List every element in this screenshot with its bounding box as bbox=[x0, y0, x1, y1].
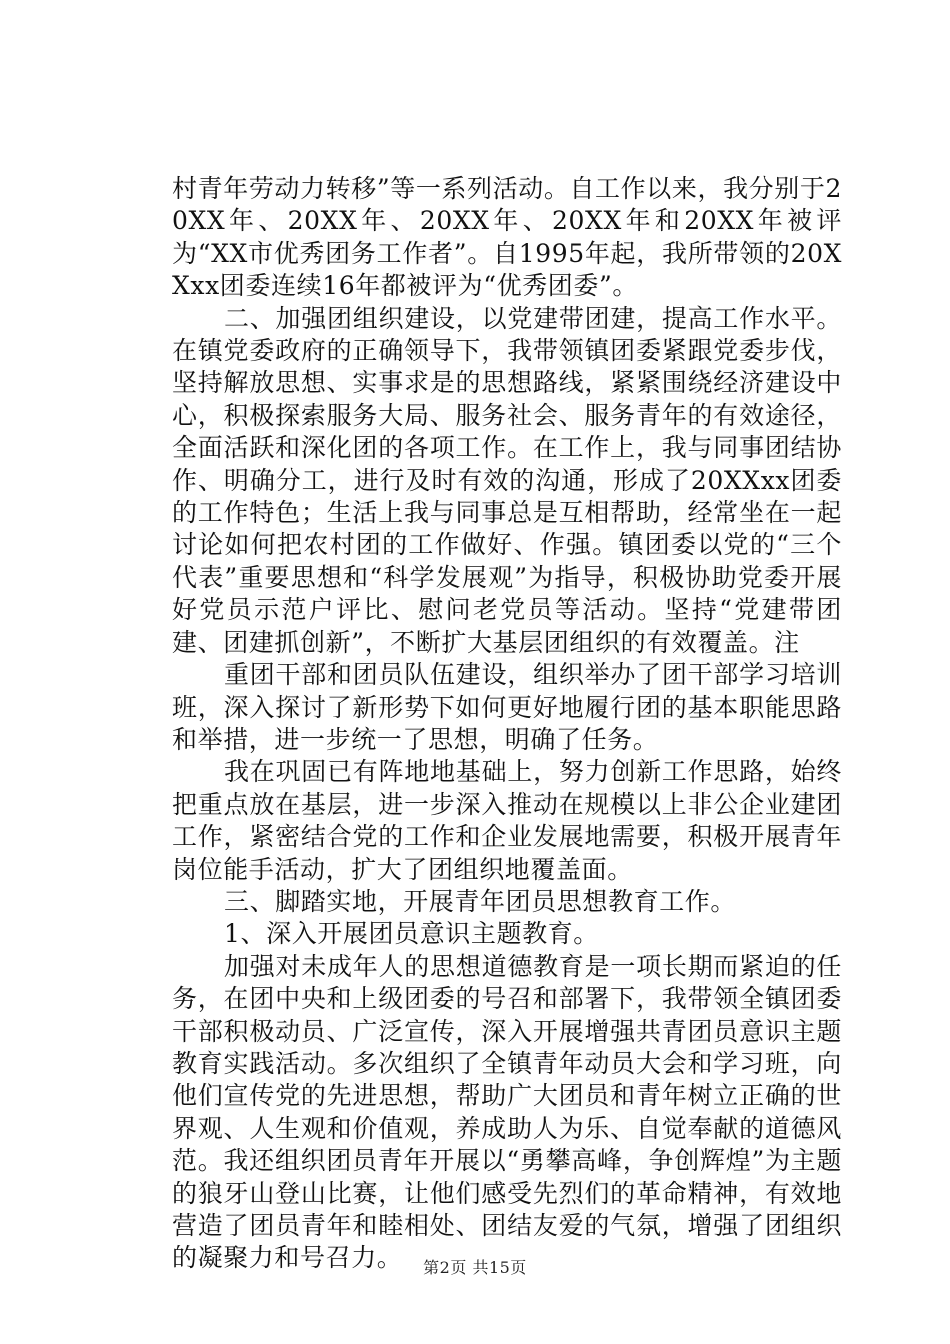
document-body bbox=[172, 173, 842, 1275]
paragraph-team-building: 重团干部和团员队伍建设，组织举办了团干部学习培训班，深入探讨了新形势下如何更好地履行团的基本职能思路和举措，进一步统一了思想，明确了任务。 bbox=[172, 660, 842, 754]
heading-section-three: 三、脚踏实地，开展青年团员思想教育工作。 bbox=[224, 886, 737, 916]
paragraph-grassroots: 我在巩固已有阵地地基础上，努力创新工作思路，始终把重点放在基层，进一步深入推动在规模以上非公企业建团工作，紧密结合党的工作和企业发展地需要，积极开展青年岗位能手活动，扩大了团组织地覆盖面。 bbox=[172, 757, 842, 884]
paragraph-continuation: 村青年劳动力转移”等一系列活动。自工作以来，我分别于20XX年、20XX年、20XX年、20XX年和20XX年被评为“XX市优秀团务工作者”。自1995年起，我所带领的20XXxx团委连续16年都被评为“优秀团委”。 bbox=[172, 174, 842, 301]
paragraph-section-two: 二、加强团组织建设，以党建带团建，提高工作水平。在镇党委政府的正确领导下，我带领镇团委紧跟党委步伐，坚持解放思想、实事求是的思想路线，紧紧围绕经济建设中心，积极探索服务大局、服务社会、服务青年的有效途径，全面活跃和深化团的各项工作。在工作上，我与同事团结协作、明确分工，进行及时有效的沟通，形成了20XXxx团委的工作特色；生活上我与同事总是互相帮助，经常坐在一起讨论如何把农村团的工作做好、作强。镇团委以党的“三个代表”重要思想和“科学发展观”为指导，积极协助党委开展好党员示范户评比、慰问老党员等活动。坚持“党建带团建、团建抓创新”，不断扩大基层团组织的有效覆盖。注 bbox=[172, 303, 842, 657]
page-number-footer: 第2页 共15页 bbox=[423, 1258, 527, 1277]
paragraph-education: 加强对未成年人的思想道德教育是一项长期而紧迫的任务，在团中央和上级团委的号召和部署下，我带领全镇团委干部积极动员、广泛宣传，深入开展增强共青团员意识主题教育实践活动。多次组织了全镇青年动员大会和学习班，向他们宣传党的先进思想，帮助广大团员和青年树立正确的世界观、人生观和价值观，养成助人为乐、自觉奉献的道德风范。我还组织团员青年开展以“勇攀高峰，争创辉煌”为主题的狼牙山登山比赛，让他们感受先烈们的革命精神，有效地营造了团员青年和睦相处、团结友爱的气氛，增强了团组织的凝聚力和号召力。 bbox=[172, 951, 842, 1273]
heading-item-one: 1、深入开展团员意识主题教育。 bbox=[224, 919, 599, 949]
